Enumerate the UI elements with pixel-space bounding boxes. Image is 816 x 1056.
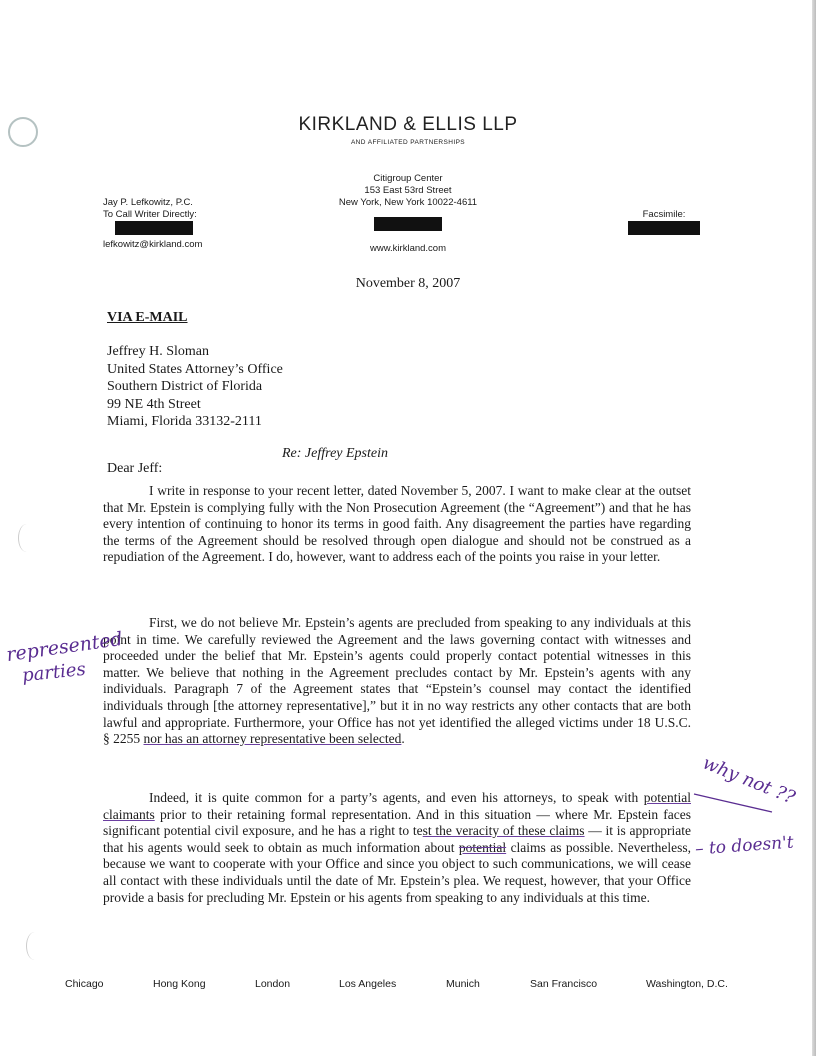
recipient-line: 99 NE 4th Street [107,396,201,412]
salutation: Dear Jeff: [107,461,163,476]
recipient-line: Miami, Florida 33132-2111 [107,414,262,429]
recipient-line: Southern District of Florida [107,379,263,394]
city-item: Munich [446,978,480,990]
firm-website: www.kirkland.com [369,243,447,254]
underlined-phrase: nor has an attorney representative been selected [143,731,402,747]
recipient-line: Jeffrey H. Sloman [107,344,209,359]
margin-note-represented: represented [5,627,125,667]
redaction-box [374,217,442,231]
city-item: Los Angeles [339,978,397,990]
underlined-phrase: potential claimants [103,790,691,822]
paragraph-3-text: prior to their retaining formal representation. And in this situation — where Mr. Epstein faces significant potential civil exposure, and he has a right to te [103,806,691,839]
city-item: Hong Kong [153,978,206,990]
address-line: New York, New York 10022-4611 [338,197,478,208]
facsimile-block [628,209,700,239]
page-edge [812,0,816,1056]
writer-email: lefkowitz@kirkland.com [103,239,203,250]
office-cities [0,978,816,994]
firm-subtitle: AND AFFILIATED PARTNERSHIPS [350,139,466,146]
writer-direct-label: To Call Writer Directly: [103,209,197,220]
address-line: 153 East 53rd Street [364,185,452,196]
paragraph-3-text: claims as possible. Nevertheless, because we want to cooperate with your Office and since you object to such communications, we will cease all contact with these individuals until the date of Mr. Epstein’s plea. We request, however, that your Office provide a basis for precluding Mr. Epstein or his agents from speaking to any individuals at this time. [103,839,691,905]
city-item: San Francisco [530,978,598,990]
facsimile-label: Facsimile: [642,209,686,220]
paragraph-3-text: — it is appropriate that his agents would seek to obtain as much information about [103,823,691,855]
address-line: Citigroup Center [373,173,443,184]
paragraph-3-text: Indeed, it is quite common for a party’s agents, and even his attorneys, to speak with [149,790,644,805]
margin-ink-stroke [690,790,790,816]
margin-note-parties: parties [21,658,87,687]
paragraph-2 [103,615,691,748]
writer-name: Jay P. Lefkowitz, P.C. [103,197,193,208]
re-line: Re: Jeffrey Epstein [282,446,388,461]
paragraph-2-text: First, we do not believe Mr. Epstein’s agents are precluded from speaking to any individuals at this point in time. We carefully reviewed the Agreement and the laws governing contact with witnesses and proceeded under the belief that Mr. Epstein’s agents could properly contact potential witnesses in this matter. We believe that nothing in the Agreement precludes contact by Mr. Epstein’s agents with any individuals. Paragraph 7 of the Agreement states that “Epstein’s counsel may contact the identified individuals through [the attorney representative],” but it in no way restricts any other contacts that are both lawful and appropriate. Furthermore, your Office has not yet identified the alleged victims under 18 U.S.C. § 2255 [103,615,691,747]
recipient-address [107,343,283,431]
paragraph-1: I write in response to your recent letter, dated November 5, 2007. I want to make clear at the outset that Mr. Epstein is complying fully with the Non Prosecution Agreement (the “Agreement”) and that he has every intention of continuing to honor its terms in good faith. Any disagreement the parties have regarding the terms of the Agreement should be resolved through open dialogue and should not be construed as a repudiation of the Agreement. I do, however, want to address each of the points you raise in your letter. [103,483,691,565]
city-item: London [255,978,291,990]
city-item: Chicago [65,978,104,990]
delivery-method: VIA E-MAIL [107,310,188,325]
recipient-line: United States Attorney’s Office [107,361,283,377]
city-item: Washington, D.C. [646,978,728,990]
struck-phrase: potential [458,839,507,855]
letter-date: November 8, 2007 [355,276,461,291]
scan-mark [26,932,43,960]
margin-note-why-not: why not ?? [699,752,798,809]
firm-name: KIRKLAND & ELLIS LLP [298,114,518,135]
underlined-phrase: st the veracity of these claims [422,823,585,839]
margin-note-doesnt: – to doesn't [694,832,795,860]
scan-mark [18,524,35,552]
paragraph-3 [103,790,691,906]
redaction-box [628,221,700,235]
paragraph-2-end: . [401,731,405,747]
